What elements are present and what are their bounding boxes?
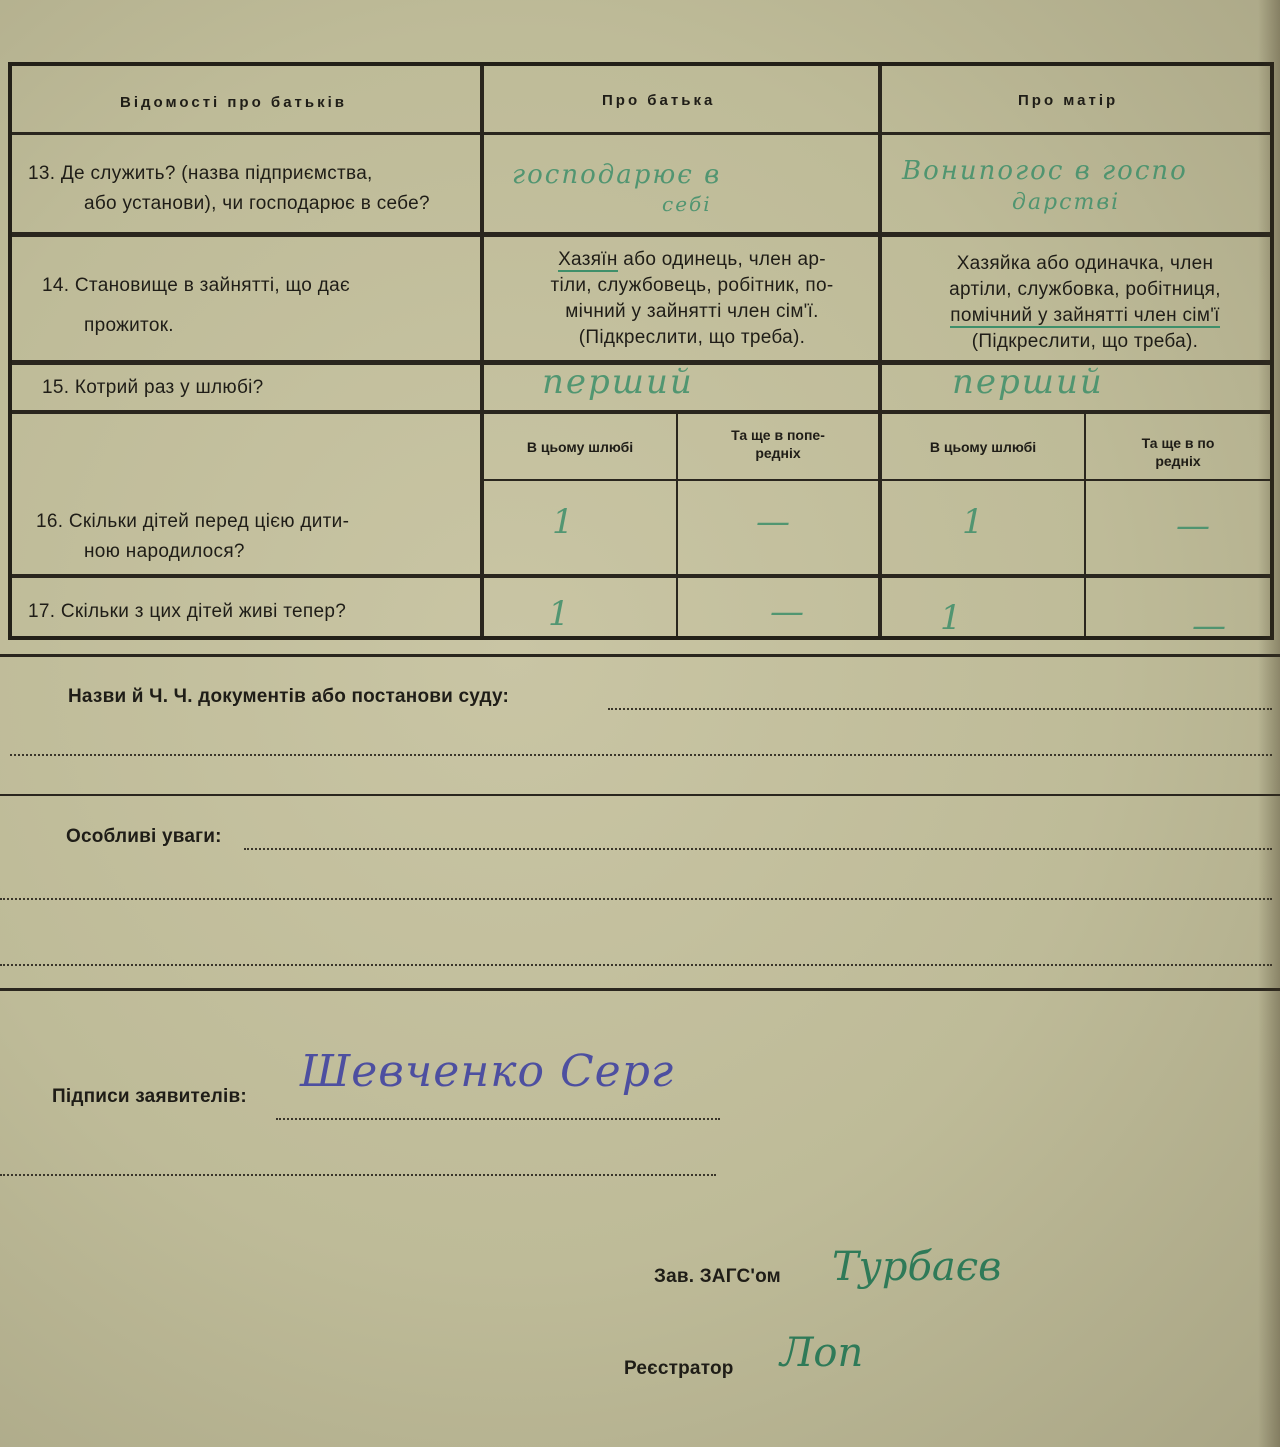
q15-father-value: перший — [542, 362, 694, 402]
applicants-fill-line — [0, 1174, 716, 1176]
q16-father-this: 1 — [552, 502, 576, 542]
q17-question: 17. Скільки з цих дітей живі тепер? — [28, 601, 347, 622]
sub-previous-father-l1: Та ще в попе- — [731, 427, 825, 443]
q14-mother-options-3 — [902, 302, 1268, 329]
sub-previous-father — [678, 426, 878, 462]
remarks-fill-line — [0, 898, 1272, 900]
q16-mother-this: 1 — [962, 502, 986, 542]
q15-question: 15. Котрий раз у шлюбі? — [42, 377, 264, 398]
remarks-label: Особливі уваги: — [66, 826, 222, 847]
row-divider — [12, 410, 1270, 414]
q14-father-options — [512, 246, 872, 273]
documents-label: Назви й Ч. Ч. документів або постанови суду: — [68, 686, 510, 707]
documents-fill-line — [10, 754, 1272, 756]
section-rule — [0, 794, 1280, 796]
q14-father-options-3: мічний у зайнятті член сім'ї. — [565, 301, 819, 322]
q13-mother-value-2: дарстві — [1012, 190, 1121, 215]
q13-father-value-2: себі — [662, 192, 712, 216]
q14-mother-options: Хазяйка або одиначка, член — [956, 253, 1214, 274]
page-edge-shadow — [1258, 0, 1280, 1447]
sub-this-marriage-mother: В цьому шлюбі — [929, 439, 1037, 455]
documents-fill-line — [608, 708, 1272, 710]
q17-mother-prev: — — [1192, 606, 1228, 646]
q16-line2: ною народилося? — [84, 541, 245, 562]
header-info: Відомості про батьків — [120, 94, 347, 111]
sub-previous-mother-l2: редніх — [1155, 453, 1201, 469]
q14-mother-options-4: (Підкреслити, що треба). — [971, 331, 1199, 352]
q17-mother-this: 1 — [940, 598, 964, 638]
applicants-fill-line — [276, 1118, 720, 1120]
remarks-fill-line — [244, 848, 1272, 850]
father-option-rest: або одинець, член ар- — [617, 249, 826, 270]
remarks-fill-line — [0, 964, 1272, 966]
q13-line2: або установи), чи господарює в себе? — [84, 193, 430, 214]
q16-father-prev: — — [756, 502, 792, 542]
row-divider — [480, 479, 1270, 481]
row-divider — [12, 232, 1270, 237]
row-divider — [12, 574, 1270, 578]
parents-info-table — [8, 62, 1274, 646]
sub-previous-mother — [1086, 434, 1270, 470]
sub-this-marriage-father: В цьому шлюбі — [526, 439, 634, 455]
head-signature: Турбаєв — [832, 1244, 1002, 1290]
section-rule — [0, 988, 1280, 991]
q16-line1: 16. Скільки дітей перед цією дити- — [36, 511, 350, 532]
q13-father-value: господарює в — [512, 160, 722, 190]
q15-mother-value: перший — [952, 362, 1104, 402]
table-bottom-rule — [0, 654, 1280, 657]
row-divider — [12, 132, 1270, 135]
q14-mother-options-2: артіли, службовка, робітниця, — [949, 279, 1221, 300]
q14-line2: прожиток. — [84, 315, 174, 336]
q14-father-options-4: (Підкреслити, що треба). — [578, 327, 806, 348]
q17-father-prev: — — [770, 592, 806, 632]
registrar-label: Реєстратор — [624, 1358, 734, 1379]
registrar-signature: Лоп — [780, 1330, 864, 1376]
header-father: Про батька — [602, 92, 716, 109]
q16-mother-prev: — — [1176, 506, 1212, 546]
q13-line1: 13. Де служить? (назва підприємства, — [28, 163, 373, 184]
column-divider — [878, 66, 882, 636]
column-divider — [480, 66, 484, 636]
head-label: Зав. ЗАГС'ом — [654, 1266, 781, 1287]
q17-father-this: 1 — [548, 594, 572, 634]
q13-mother-value: Вонипогос в госпо — [902, 156, 1188, 186]
applicants-label: Підписи заявителів: — [52, 1086, 247, 1107]
sub-previous-mother-l1: Та ще в по — [1141, 435, 1215, 451]
mother-underlined-option: помічний у зайнятті член сім'ї — [950, 305, 1220, 326]
q14-line1: 14. Становище в зайнятті, що дає — [42, 275, 350, 296]
sub-previous-father-l2: редніх — [755, 445, 801, 461]
father-underlined-option: Хазяїн — [558, 249, 618, 270]
applicant-signature: Шевченко Серг — [300, 1046, 675, 1097]
q14-father-options-2: тіли, службовець, робітник, по- — [550, 275, 834, 296]
header-mother: Про матір — [1018, 92, 1119, 109]
